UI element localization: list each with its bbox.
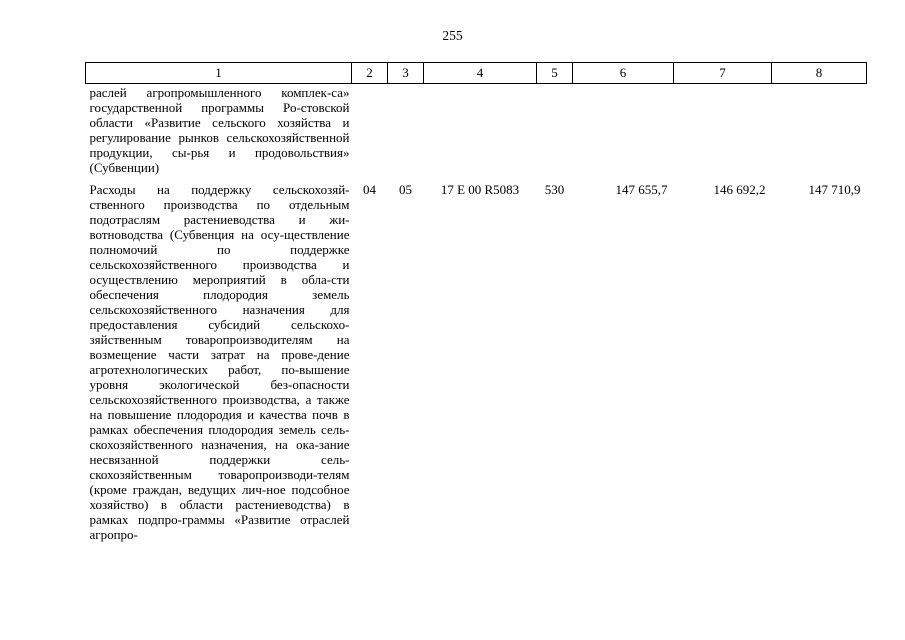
- column-header-7: 7: [674, 63, 772, 84]
- table-header-row: [86, 63, 867, 84]
- row-amount-year-3: [772, 84, 867, 183]
- column-header-6: 6: [573, 63, 674, 84]
- table-row: [86, 182, 867, 542]
- row-amount-year-3: 147 710,9: [808, 182, 861, 197]
- row-amount-year-2: 146 692,2: [713, 182, 766, 197]
- table-row: [86, 84, 867, 183]
- row-amount-year-1: 147 655,7: [615, 182, 668, 197]
- column-header-4: 4: [424, 63, 537, 84]
- row-target-article: 17 Е 00 R5083: [440, 182, 520, 197]
- row-section: 04: [363, 182, 376, 197]
- row-amount-year-2: [674, 84, 772, 183]
- budget-table: [85, 62, 867, 542]
- column-header-1: 1: [86, 63, 352, 84]
- row-amount-year-1: [573, 84, 674, 183]
- row-description: Расходы на поддержку сельскохозяй-ственного производства по отдельным подотраслям растениеводства и жи-вотноводства (Субвенция на осу-ществление полномочий по поддержке сельскохозяйственного производства и осуществлению мероприятий в обла-сти обеспечения плодородия земель сельскохозяйственного назначения для предоставления субсидий сельскохо-зяйственным товаропроизводителям на возмещение части затрат на прове-дение агротехнологических работ, по-вышение уровня экологической без-опасности сельскохозяйственного производства, а также на повышение плодородия и качества почв в рамках обеспечения плодородия земель сель-скохозяйственного назначения, на ока-зание несвязанной поддержки сель-скохозяйственным товаропроизводи-телям (кроме граждан, ведущих лич-ное подсобное хозяйство) в области растениеводства) в рамках подпро-граммы «Развитие отраслей агропро-: [89, 182, 350, 542]
- row-subsection: [388, 84, 424, 183]
- row-subsection: 05: [399, 182, 412, 197]
- page-number: 255: [442, 28, 463, 43]
- column-header-8: 8: [772, 63, 867, 84]
- row-target-article: [424, 84, 537, 183]
- column-header-5: 5: [537, 63, 573, 84]
- column-header-3: 3: [388, 63, 424, 84]
- column-header-2: 2: [352, 63, 388, 84]
- row-section: [352, 84, 388, 183]
- row-description: раслей агропромышленного комплек-са» государственной программы Ро-стовской области «Развитие сельского хозяйства и регулирование рынков сельскохозяйственной продукции, сы-рья и продовольствия» (Субвенции): [89, 85, 350, 175]
- row-expense-type: [537, 84, 573, 183]
- row-expense-type: 530: [544, 182, 565, 197]
